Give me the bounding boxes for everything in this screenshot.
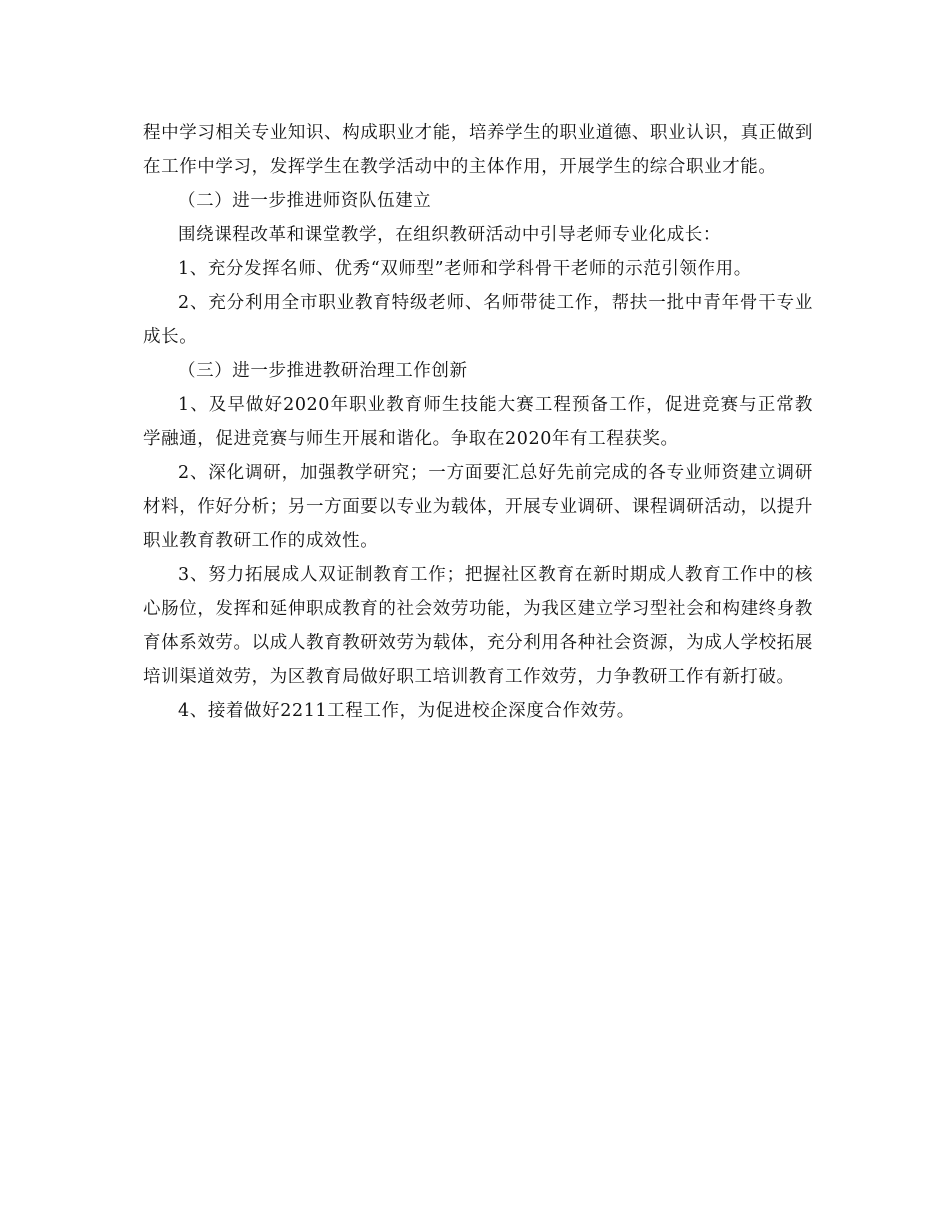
paragraph-continuation: 程中学习相关专业知识、构成职业才能，培养学生的职业道德、职业认识，真正做到在工作中学习，发挥学生在教学活动中的主体作用，开展学生的综合职业才能。 [143, 123, 813, 177]
section-heading-2: （二）进一步推进师资队伍建立 [178, 191, 432, 211]
list-item: 2、深化调研，加强教学研究；一方面要汇总好先前完成的各专业师资建立调研材料，作好分析；另一方面要以专业为载体，开展专业调研、课程调研活动，以提升职业教育教研工作的成效性。 [143, 463, 813, 551]
list-item: 4、接着做好2211工程工作，为促进校企深度合作效劳。 [178, 701, 635, 721]
list-item: 2、充分利用全市职业教育特级老师、名师带徒工作，帮扶一批中青年骨干专业成长。 [143, 293, 813, 347]
paragraph-intro: 围绕课程改革和课堂教学，在组织教研活动中引导老师专业化成长： [178, 225, 721, 245]
list-item: 1、充分发挥名师、优秀“双师型”老师和学科骨干老师的示范引领作用。 [178, 259, 752, 279]
list-item: 1、及早做好2020年职业教育师生技能大赛工程预备工作，促进竞赛与正常教学融通，促进竞赛与师生开展和谐化。争取在2020年有工程获奖。 [143, 395, 813, 449]
section-heading-3: （三）进一步推进教研治理工作创新 [178, 361, 468, 381]
document-body [143, 116, 813, 728]
list-item: 3、努力拓展成人双证制教育工作；把握社区教育在新时期成人教育工作中的核心肠位，发挥和延伸职成教育的社会效劳功能，为我区建立学习型社会和构建终身教育体系效劳。以成人教育教研效劳为载体，充分利用各种社会资源，为成人学校拓展培训渠道效劳，为区教育局做好职工培训教育工作效劳，力争教研工作有新打破。 [143, 565, 813, 687]
